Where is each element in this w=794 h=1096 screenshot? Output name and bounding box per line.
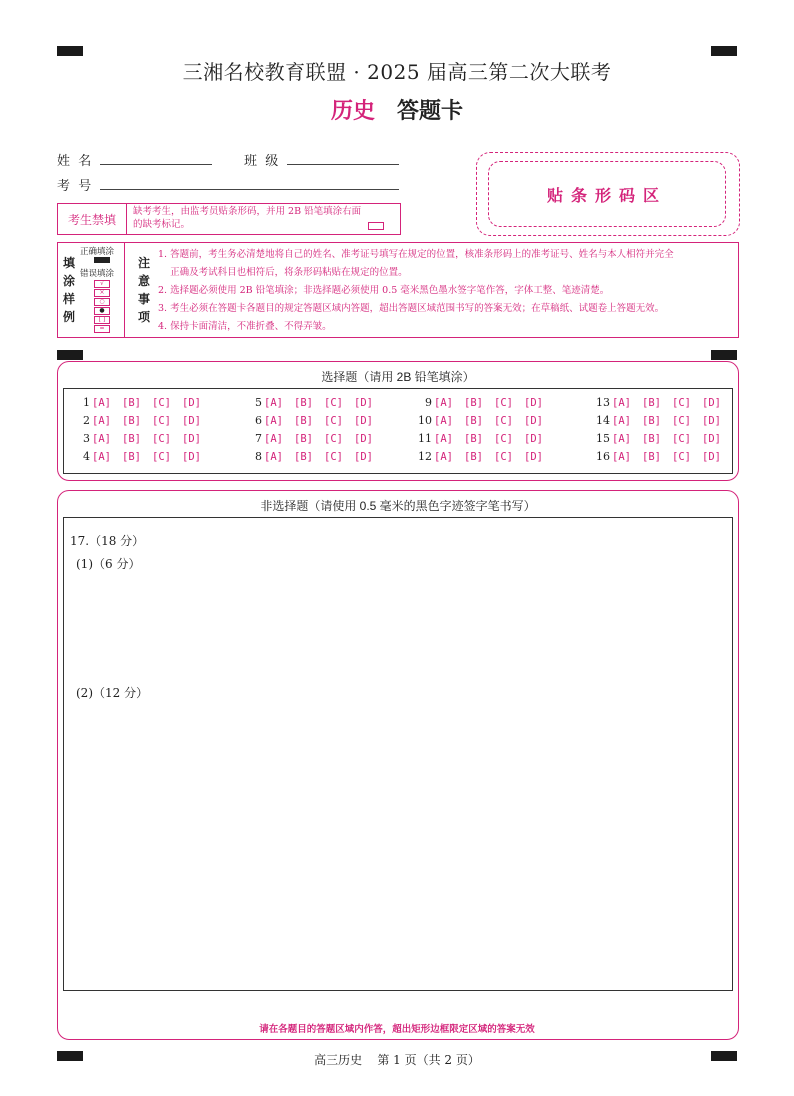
- choice-question-row: [74, 450, 212, 463]
- choice-question-row: [416, 432, 554, 445]
- answer-bubble[interactable]: [A]: [264, 451, 283, 463]
- registration-mark-top-right: [711, 46, 737, 56]
- answer-bubble[interactable]: [D]: [182, 415, 201, 427]
- candidate-forbidden-section: [57, 203, 401, 235]
- card-label: 答题卡: [397, 98, 464, 124]
- answer-bubble[interactable]: [B]: [122, 397, 141, 409]
- answer-bubble[interactable]: [D]: [524, 415, 543, 427]
- class-label: 班 级: [244, 154, 279, 169]
- answer-bubble[interactable]: [B]: [642, 415, 661, 427]
- notice-list: [158, 246, 736, 336]
- answer-bubble[interactable]: [A]: [92, 433, 111, 445]
- registration-mark-mid-right: [711, 350, 737, 360]
- instructions-panel: [57, 242, 739, 338]
- answer-bubble[interactable]: [B]: [464, 397, 483, 409]
- question-number: 4: [83, 450, 90, 463]
- question-17-label: 17.（18 分）: [70, 534, 145, 548]
- answer-bubble[interactable]: [B]: [464, 451, 483, 463]
- choice-question-row: [246, 414, 384, 427]
- choice-question-row: [416, 414, 554, 427]
- wrong-sample-bracket: [ ]: [94, 316, 110, 324]
- exam-number-label: 考 号: [57, 179, 92, 194]
- correct-fill-sample: [94, 257, 110, 263]
- essay-answer-area[interactable]: [63, 517, 733, 991]
- answer-bubble[interactable]: [A]: [92, 451, 111, 463]
- choice-question-row: [246, 396, 384, 409]
- choice-section: [57, 361, 739, 481]
- wrong-sample-circle: ○: [94, 298, 110, 306]
- answer-bubble[interactable]: [C]: [324, 397, 343, 409]
- question-number: 8: [255, 450, 262, 463]
- answer-bubble[interactable]: [D]: [182, 451, 201, 463]
- question-number: 9: [425, 396, 432, 409]
- answer-bubble[interactable]: [C]: [152, 397, 171, 409]
- question-number: 14: [596, 414, 610, 427]
- answer-bubble[interactable]: [B]: [122, 451, 141, 463]
- name-label: 姓 名: [57, 154, 92, 169]
- wrong-fill-label: 错误填涂: [80, 269, 115, 279]
- answer-bubble[interactable]: [D]: [702, 397, 721, 409]
- registration-mark-mid-left: [57, 350, 83, 360]
- answer-bubble[interactable]: [D]: [702, 451, 721, 463]
- answer-bubble[interactable]: [A]: [612, 397, 631, 409]
- fill-example-label: 填 涂 样 例: [62, 256, 75, 324]
- answer-bubble[interactable]: [C]: [494, 451, 513, 463]
- wrong-sample-cross: ×: [94, 289, 110, 297]
- answer-bubble[interactable]: [B]: [642, 397, 661, 409]
- answer-bubble[interactable]: [B]: [464, 433, 483, 445]
- answer-bubble[interactable]: [B]: [294, 415, 313, 427]
- answer-bubble[interactable]: [C]: [672, 415, 691, 427]
- question-17-part-1-label: (1)（6 分）: [76, 557, 141, 571]
- choice-question-row: [416, 450, 554, 463]
- answer-bubble[interactable]: [D]: [524, 397, 543, 409]
- exam-title: 三湘名校教育联盟 · 2025 届高三第二次大联考: [182, 60, 612, 84]
- answer-bubble[interactable]: [D]: [354, 433, 373, 445]
- answer-bubble[interactable]: [B]: [294, 397, 313, 409]
- answer-bubble[interactable]: [D]: [354, 397, 373, 409]
- answer-bubble[interactable]: [B]: [122, 433, 141, 445]
- question-number: 1: [83, 396, 90, 409]
- answer-bubble[interactable]: [A]: [612, 433, 631, 445]
- answer-bubble[interactable]: [C]: [152, 451, 171, 463]
- notice-item: 3. 考生必须在答题卡各题目的规定答题区域内答题，超出答题区域范围书写的答案无效；在草稿纸、试题卷上答题无效。: [158, 303, 665, 314]
- answer-area-warning: 请在各题目的答题区域内作答，超出矩形边框限定区域的答案无效: [259, 1024, 535, 1035]
- answer-bubble[interactable]: [B]: [122, 415, 141, 427]
- choice-question-row: [74, 414, 212, 427]
- answer-bubble[interactable]: [B]: [464, 415, 483, 427]
- answer-bubble[interactable]: [A]: [264, 415, 283, 427]
- essay-section-title: 非选择题（请使用 0.5 毫米的黑色字迹签字笔书写）: [260, 499, 536, 513]
- question-number: 16: [596, 450, 610, 463]
- question-number: 11: [418, 432, 432, 445]
- notice-label: 注 意 事 项: [137, 256, 150, 324]
- answer-bubble[interactable]: [D]: [354, 415, 373, 427]
- answer-bubble[interactable]: [C]: [152, 433, 171, 445]
- answer-bubble[interactable]: [A]: [434, 397, 453, 409]
- card-subtitle: [0, 94, 794, 125]
- choice-question-row: [594, 450, 732, 463]
- answer-bubble[interactable]: [D]: [702, 415, 721, 427]
- question-number: 10: [418, 414, 432, 427]
- answer-bubble[interactable]: [A]: [612, 451, 631, 463]
- name-field[interactable]: [100, 164, 212, 165]
- question-number: 13: [596, 396, 610, 409]
- wrong-sample-dot: ●: [94, 307, 110, 315]
- question-number: 6: [255, 414, 262, 427]
- answer-bubble[interactable]: [D]: [354, 451, 373, 463]
- answer-bubble[interactable]: [A]: [434, 451, 453, 463]
- answer-bubble[interactable]: [A]: [264, 433, 283, 445]
- answer-bubble[interactable]: [B]: [294, 451, 313, 463]
- answer-bubble[interactable]: [A]: [92, 397, 111, 409]
- answer-bubble[interactable]: [D]: [182, 397, 201, 409]
- forbidden-text: 缺考考生，由监考员贴条形码，并用 2B 铅笔填涂右面的缺考标记。: [133, 206, 362, 230]
- subject-name: 历史: [330, 98, 375, 124]
- choice-question-row: [74, 432, 212, 445]
- question-number: 15: [596, 432, 610, 445]
- choice-answer-grid: [63, 388, 733, 474]
- fill-example: [80, 243, 125, 337]
- answer-bubble[interactable]: [D]: [524, 451, 543, 463]
- choice-question-row: [74, 396, 212, 409]
- notice-item: 2. 选择题必须使用 2B 铅笔填涂；非选择题必须使用 0.5 毫米黑色墨水签字笔作答，字体工整、笔迹清楚。: [158, 285, 610, 296]
- barcode-area: 贴条形码区: [488, 161, 726, 227]
- exam-number-field[interactable]: [100, 189, 399, 190]
- answer-bubble[interactable]: [C]: [152, 415, 171, 427]
- class-field[interactable]: [287, 164, 399, 165]
- choice-question-row: [594, 414, 732, 427]
- answer-bubble[interactable]: [A]: [264, 397, 283, 409]
- choice-section-title: 选择题（请用 2B 铅笔填涂）: [321, 370, 475, 384]
- answer-bubble[interactable]: [D]: [524, 433, 543, 445]
- notice-item: 4. 保持卡面清洁，不准折叠、不得弄皱。: [158, 321, 332, 332]
- answer-bubble[interactable]: [A]: [92, 415, 111, 427]
- essay-section: [57, 490, 739, 1040]
- answer-bubble[interactable]: [B]: [642, 451, 661, 463]
- question-number: 5: [255, 396, 262, 409]
- answer-bubble[interactable]: [C]: [672, 451, 691, 463]
- answer-bubble[interactable]: [B]: [642, 433, 661, 445]
- question-number: 7: [255, 432, 262, 445]
- answer-bubble[interactable]: [C]: [324, 415, 343, 427]
- choice-question-row: [594, 432, 732, 445]
- answer-bubble[interactable]: [B]: [294, 433, 313, 445]
- answer-bubble[interactable]: [C]: [672, 397, 691, 409]
- answer-bubble[interactable]: [C]: [494, 397, 513, 409]
- notice-item: 正确及考试科目也相符后，将条形码粘贴在规定的位置。: [158, 267, 408, 278]
- answer-bubble[interactable]: [D]: [182, 433, 201, 445]
- choice-question-row: [416, 396, 554, 409]
- question-number: 3: [83, 432, 90, 445]
- answer-bubble[interactable]: [D]: [702, 433, 721, 445]
- choice-question-row: [246, 450, 384, 463]
- answer-bubble[interactable]: [C]: [494, 433, 513, 445]
- choice-question-row: [594, 396, 732, 409]
- question-17-part-2-label: (2)（12 分）: [76, 686, 149, 700]
- answer-bubble[interactable]: [A]: [434, 415, 453, 427]
- question-number: 12: [418, 450, 432, 463]
- correct-fill-label: 正确填涂: [80, 247, 115, 257]
- answer-bubble[interactable]: [C]: [672, 433, 691, 445]
- question-number: 2: [83, 414, 90, 427]
- answer-bubble[interactable]: [C]: [324, 433, 343, 445]
- answer-bubble[interactable]: [A]: [612, 415, 631, 427]
- notice-item: 1. 答题前，考生务必清楚地将自己的姓名、准考证号填写在规定的位置，核准条形码上的准考证号、姓名与本人相符并完全: [158, 249, 674, 260]
- registration-mark-top-left: [57, 46, 83, 56]
- answer-bubble[interactable]: [C]: [324, 451, 343, 463]
- answer-bubble[interactable]: [C]: [494, 415, 513, 427]
- forbidden-label: 考生禁填: [58, 204, 127, 234]
- answer-bubble[interactable]: [A]: [434, 433, 453, 445]
- choice-question-row: [246, 432, 384, 445]
- page-footer: 高三历史 第 1 页（共 2 页）: [314, 1053, 480, 1067]
- wrong-sample-line: =: [94, 325, 110, 333]
- absent-mark-box[interactable]: [368, 222, 384, 230]
- wrong-sample-check: √: [94, 280, 110, 288]
